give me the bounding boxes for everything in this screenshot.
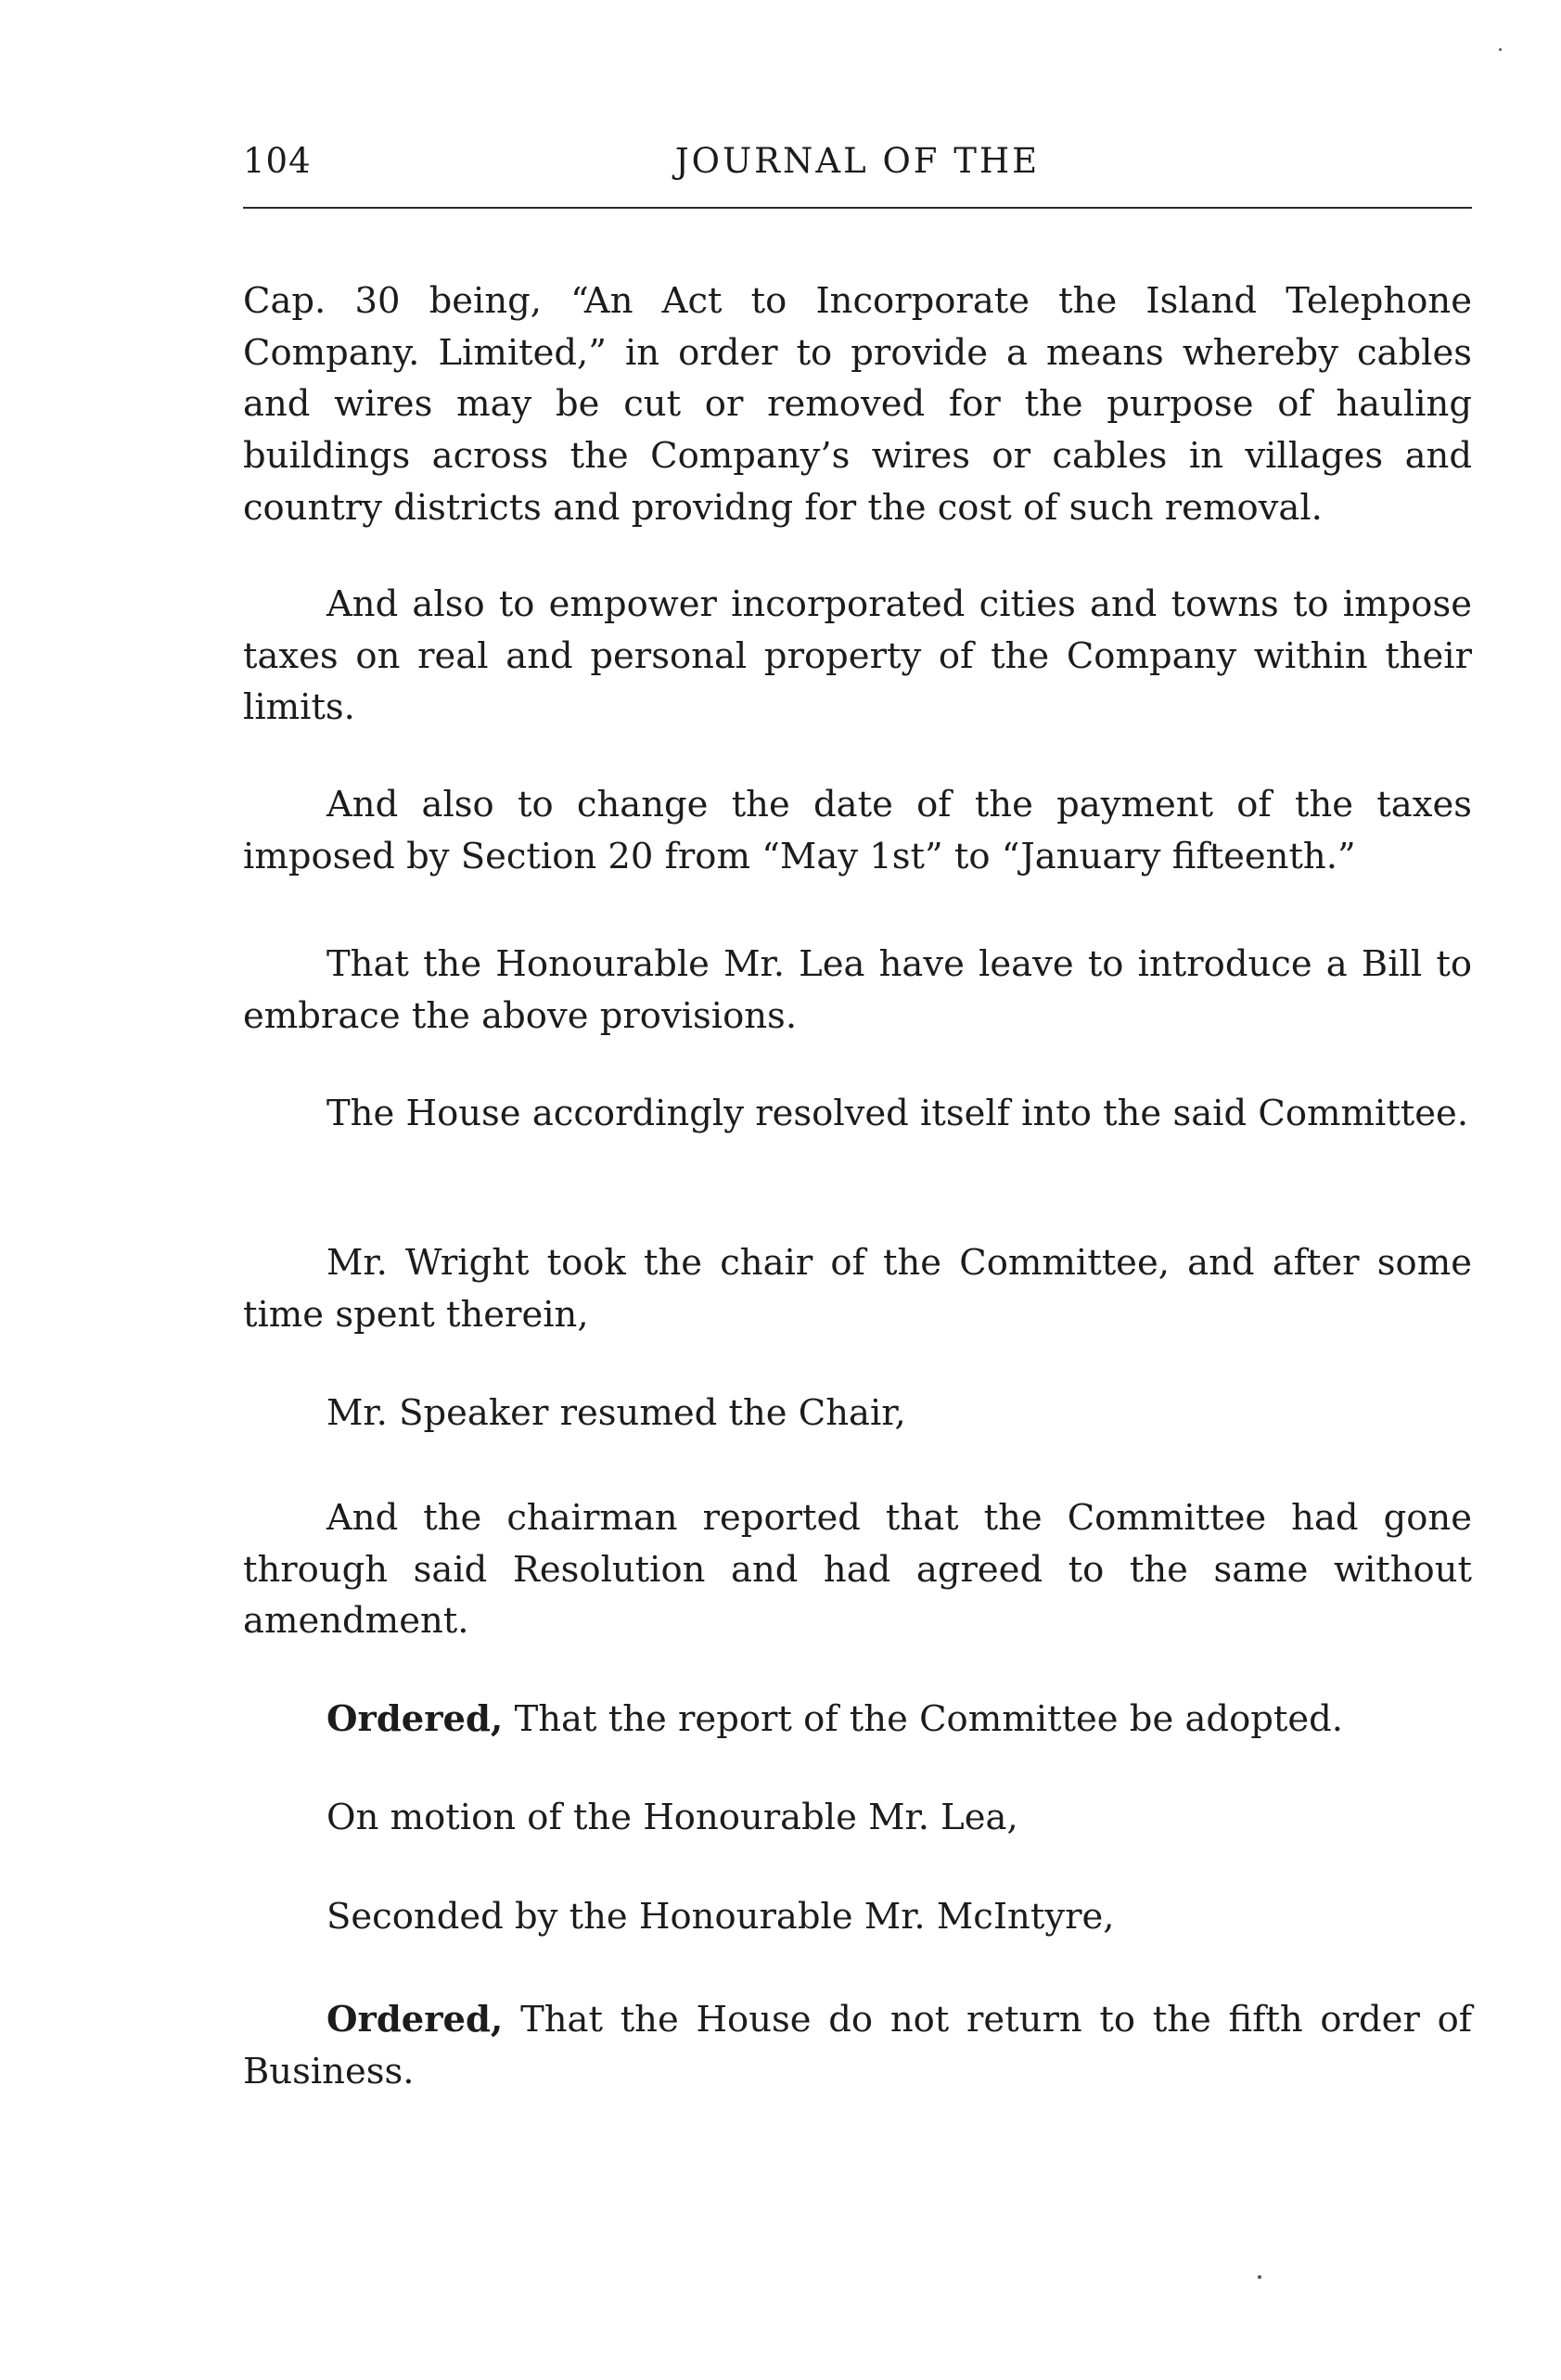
paragraph-7: Mr. Speaker resumed the Chair, (326, 1392, 906, 1434)
paragraph-4: That the Honourable Mr. Lea have leave to introduce a Bill to embrace the above provisions. (243, 943, 1472, 1037)
paragraph-12-block (243, 1994, 1472, 2097)
print-speck (1258, 2275, 1261, 2279)
paragraph-3: And also to change the date of the payment of the taxes imposed by Section 20 from “May 1st” to “January fifteenth.” (243, 784, 1472, 877)
paragraph-6-block (243, 1237, 1472, 1340)
paragraph-1-block (243, 275, 1472, 534)
paragraph-8-block (243, 1492, 1472, 1647)
paragraph-12-text: That the House do not return to the fifth order of Business. (243, 1999, 1472, 2092)
paragraph-9-block (243, 1694, 1472, 1746)
paragraph-10-block (243, 1792, 1472, 1844)
paragraph-5: The House accordingly resolved itself into the said Committee. (326, 1093, 1469, 1134)
paragraph-1: Cap. 30 being, “An Act to Incorporate the Island Telephone Company. Limited,” in order to provide a means whereby cables and wires may be cut or removed for the purpose of hauling buildings across the Company’s wires or cables in villages and country districts and providng for the cost of such removal. (243, 280, 1472, 529)
ordered-label: Ordered, (326, 1999, 504, 2041)
paragraph-11: Seconded by the Honourable Mr. McIntyre, (326, 1896, 1115, 1938)
paragraph-8: And the chairman reported that the Committee had gone through said Resolution and had agreed to the same without amendment. (243, 1497, 1472, 1643)
paragraph-4-block (243, 939, 1472, 1042)
paragraph-6: Mr. Wright took the chair of the Committee, and after some time spent therein, (243, 1242, 1472, 1336)
paragraph-3-block (243, 779, 1472, 882)
print-speck (1499, 48, 1502, 51)
header-rule (243, 207, 1472, 209)
paragraph-2: And also to empower incorporated cities and towns to impose taxes on real and personal property of the Company within their limits. (243, 583, 1472, 729)
page-number: 104 (243, 141, 312, 181)
running-head (243, 141, 1472, 197)
paragraph-10: On motion of the Honourable Mr. Lea, (326, 1797, 1018, 1838)
ordered-label: Ordered, (326, 1698, 504, 1740)
paragraph-7-block (243, 1388, 1472, 1440)
journal-title: JOURNAL OF THE (674, 141, 1041, 181)
paragraph-5-block (243, 1088, 1472, 1140)
paragraph-11-block (243, 1891, 1472, 1943)
paragraph-2-block (243, 579, 1472, 734)
paragraph-12 (243, 1994, 1472, 2097)
paragraph-9 (243, 1694, 1472, 1746)
paragraph-9-text: That the report of the Committee be adopted. (503, 1698, 1344, 1740)
